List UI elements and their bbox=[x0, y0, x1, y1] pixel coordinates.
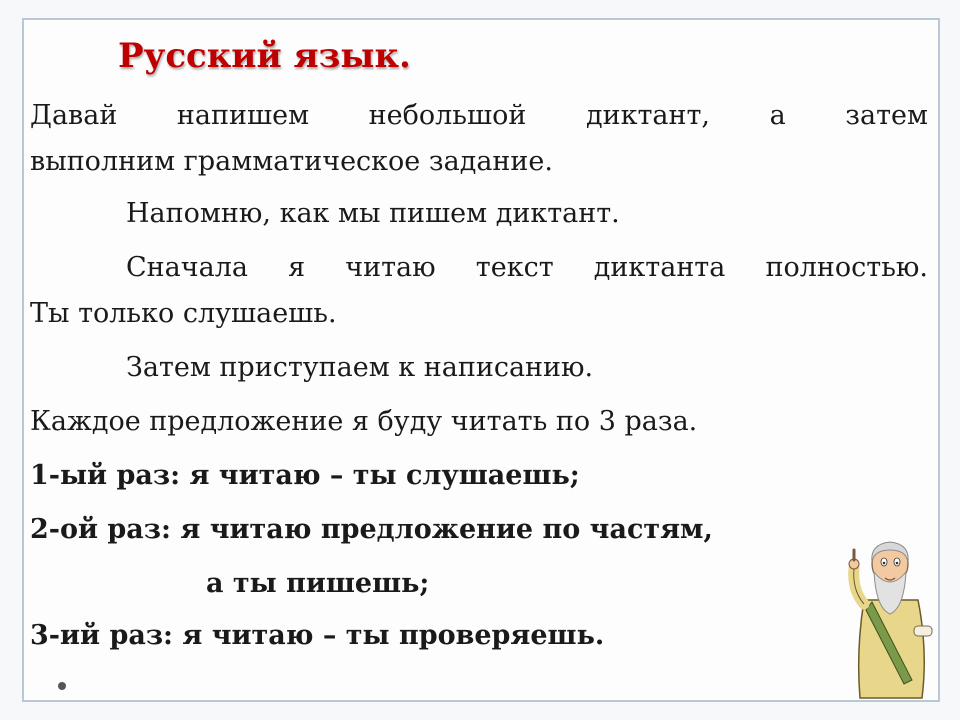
paragraph-first-read-line2: Ты только слушаешь. bbox=[30, 298, 337, 329]
slide-title: Русский язык. bbox=[118, 36, 411, 76]
step-3: 3-ий раз: я читаю – ты проверяешь. bbox=[30, 620, 605, 651]
step-2-line1: 2-ой раз: я читаю предложение по частям, bbox=[30, 514, 713, 545]
sage-teacher-icon bbox=[842, 530, 938, 702]
paragraph-intro-line2: выполним грамматическое задание. bbox=[30, 146, 553, 177]
step-2-line2: а ты пишешь; bbox=[206, 568, 430, 599]
paragraph-intro-line1: Давай напишем небольшой диктант, а затем bbox=[30, 100, 928, 131]
bullet-dot bbox=[58, 682, 66, 690]
paragraph-start-writing: Затем приступаем к написанию. bbox=[126, 352, 594, 383]
paragraph-remind: Напомню, как мы пишем диктант. bbox=[126, 198, 620, 229]
paragraph-three-times: Каждое предложение я буду читать по 3 раза. bbox=[30, 406, 698, 437]
step-1: 1-ый раз: я читаю – ты слушаешь; bbox=[30, 460, 580, 491]
paragraph-first-read-line1: Сначала я читаю текст диктанта полностью. bbox=[126, 252, 928, 283]
